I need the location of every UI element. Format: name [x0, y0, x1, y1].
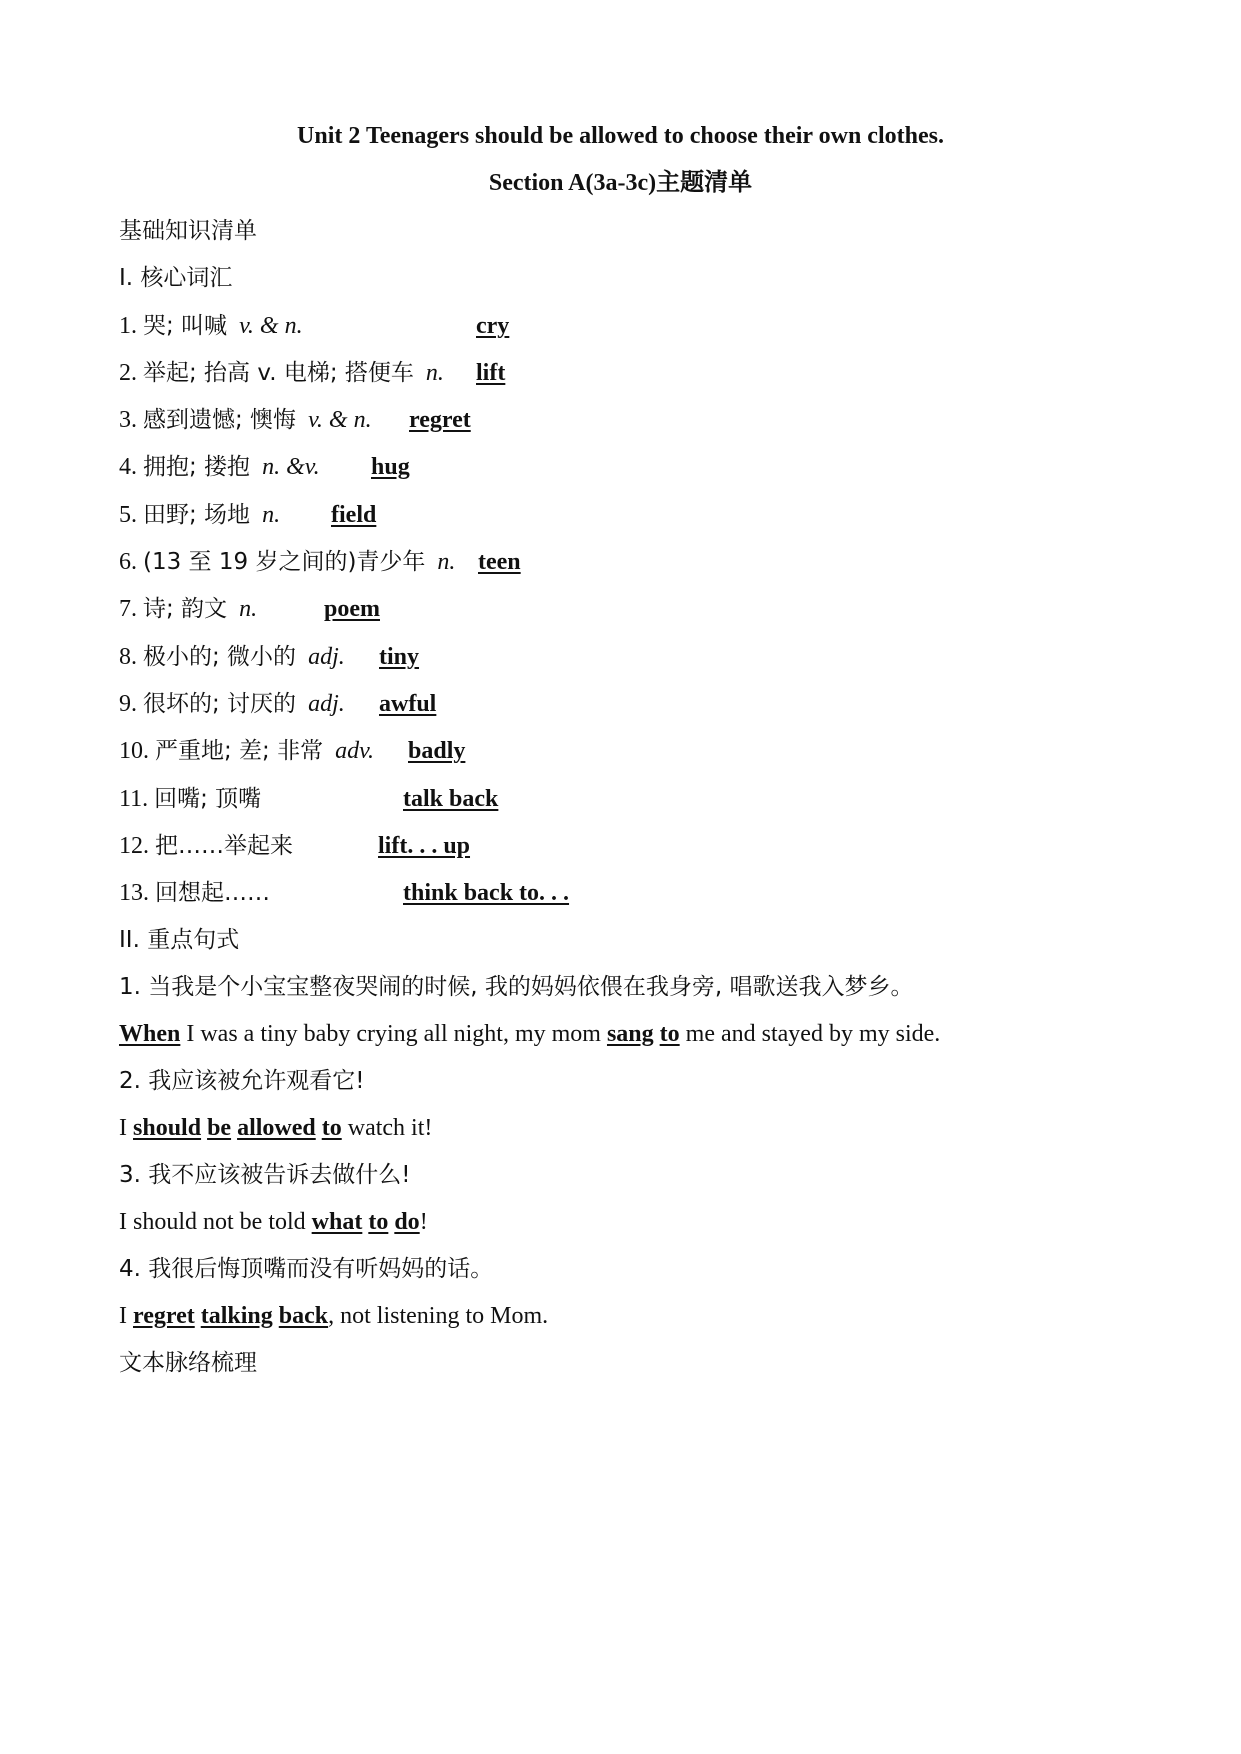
- vocab-row-10: 10. 严重地; 差; 非常 adv. badly: [119, 738, 466, 764]
- vocab-answer: lift: [476, 360, 506, 386]
- vocab-answer: lift. . . up: [378, 833, 471, 859]
- section-sentences-heading: II. 重点句式: [119, 927, 240, 953]
- vocab-row-8: 8. 极小的; 微小的 adj. tiny: [119, 644, 420, 670]
- vocab-row-13: 13. 回想起…… think back to. . .: [119, 880, 570, 906]
- section-text-heading: 文本脉络梳理: [119, 1350, 257, 1376]
- vocab-row-3: 3. 感到遗憾; 懊悔 v. & n. regret: [119, 407, 471, 433]
- vocab-answer: regret: [409, 407, 471, 433]
- sentence-4-cn: 4. 我很后悔顶嘴而没有听妈妈的话。: [119, 1256, 494, 1282]
- vocab-row-5: 5. 田野; 场地 n. field: [119, 502, 377, 528]
- vocab-answer: cry: [476, 313, 510, 339]
- vocab-answer: think back to. . .: [403, 880, 570, 906]
- unit-title: Unit 2 Teenagers should be allowed to choose their own clothes.: [297, 123, 944, 149]
- sentence-2-cn: 2. 我应该被允许观看它!: [119, 1068, 365, 1094]
- sentence-3-en: I should not be told what to do!: [119, 1209, 428, 1235]
- vocab-row-6: 6. (13 至 19 岁之间的)青少年 n. teen: [119, 549, 521, 575]
- section-basic-heading: 基础知识清单: [119, 218, 257, 244]
- vocab-row-9: 9. 很坏的; 讨厌的 adj. awful: [119, 691, 437, 717]
- vocab-row-4: 4. 拥抱; 搂抱 n. &v. hug: [119, 454, 410, 480]
- vocab-answer: badly: [408, 738, 466, 764]
- section-title: Section A(3a-3c)主题清单: [488, 170, 753, 196]
- vocab-answer: teen: [478, 549, 521, 575]
- vocab-row-12: 12. 把……举起来 lift. . . up: [119, 833, 471, 859]
- vocab-answer: tiny: [379, 644, 420, 670]
- vocab-answer: hug: [371, 454, 410, 480]
- vocab-row-11: 11. 回嘴; 顶嘴 talk back: [119, 786, 499, 812]
- vocab-row-1: 1. 哭; 叫喊 v. & n. cry: [119, 313, 510, 339]
- section-vocab-heading: I. 核心词汇: [119, 265, 233, 291]
- vocab-answer: field: [331, 502, 377, 528]
- sentence-2-en: I should be allowed to watch it!: [119, 1115, 433, 1141]
- vocab-row-7: 7. 诗; 韵文 n. poem: [119, 596, 380, 622]
- sentence-3-cn: 3. 我不应该被告诉去做什么!: [119, 1162, 411, 1188]
- vocab-answer: talk back: [403, 786, 499, 812]
- sentence-4-en: I regret talking back, not listening to Mom.: [119, 1303, 549, 1329]
- vocab-row-2: 2. 举起; 抬高 v. 电梯; 搭便车 n. lift: [119, 360, 506, 386]
- sentence-1-en: When I was a tiny baby crying all night, my mom sang to me and stayed by my side.: [119, 1021, 941, 1047]
- sentence-1-cn: 1. 当我是个小宝宝整夜哭闹的时候, 我的妈妈依偎在我身旁, 唱歌送我入梦乡。: [119, 974, 914, 1000]
- vocab-answer: poem: [324, 596, 380, 622]
- vocab-answer: awful: [379, 691, 437, 717]
